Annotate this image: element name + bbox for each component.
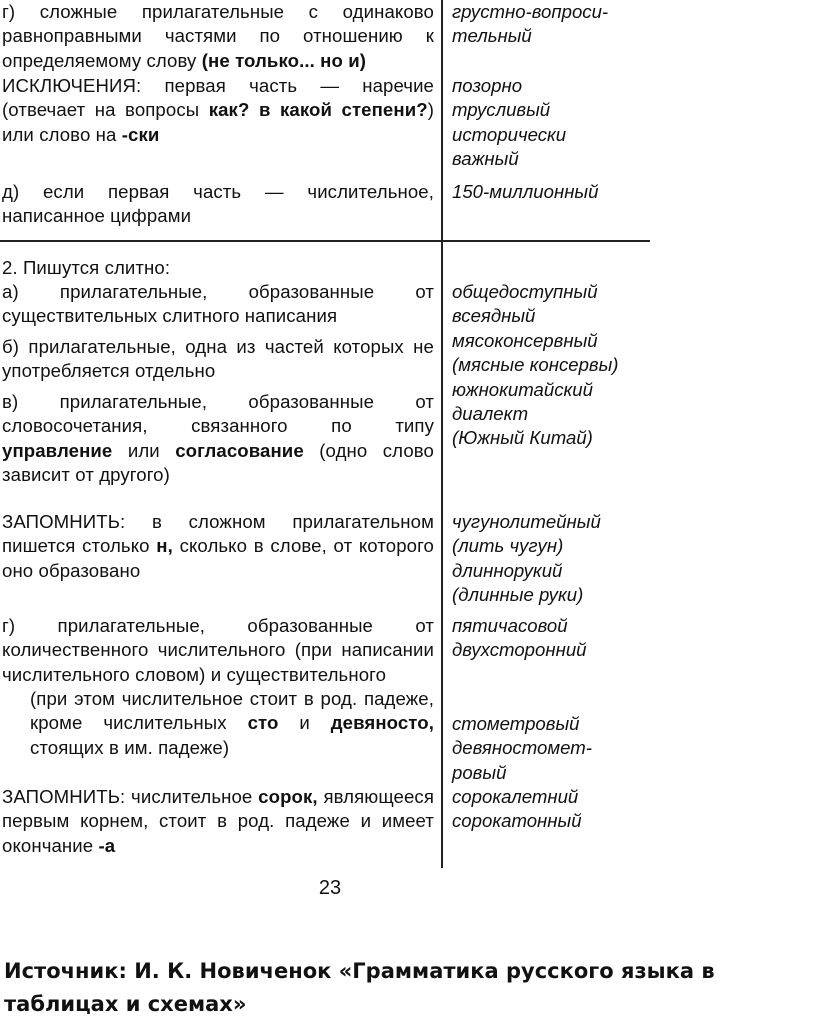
page-number: 23 <box>318 877 342 899</box>
rule-g-equal-parts: г) сложные прилагательные с одинаково равноправными частями по отношению к определяемому слову (не только... но и) <box>2 1 434 71</box>
rule-g-genitive-note: (при этом числительное стоит в род. падеже, кроме числительных сто и девяносто, стоящих в им. падеже) <box>30 688 434 758</box>
examples-d-numerals: 150-миллионный <box>452 181 599 202</box>
examples-g-equal-parts: грустно-вопроси- тельный <box>452 1 609 47</box>
examples-g-sto-devyanosto: стометровый девяностомет- ровый <box>452 713 592 783</box>
remember-sorok: ЗАПОМНИТЬ: числительное сорок, являющееся первым корнем, стоит в род. падеже и имеет окончание -а <box>2 786 434 856</box>
rule-d-numerals-digits: д) если первая часть — числительное, написанное цифрами <box>2 181 434 227</box>
examples-abv: общедоступный всеядный мясоконсервный (мясные консервы) южнокитайский диалект (Южный Китай) <box>452 281 619 449</box>
rule-exceptions: ИСКЛЮЧЕНИЯ: первая часть — наречие (отвечает на вопросы как? в какой степени?) или слово на -ски <box>2 75 434 145</box>
rule-b-non-standalone-parts: б) прилагательные, одна из частей которых не употребляется отдельно <box>2 336 434 382</box>
rule-g-cardinal-numerals: г) прилагательные, образованные от количественного числительного (при написании числительного словом) и существительного <box>2 615 434 685</box>
row-divider <box>0 240 650 242</box>
examples-exceptions: позорно трусливый исторически важный <box>452 75 567 170</box>
column-divider <box>441 0 443 868</box>
rule-v-word-combinations: в) прилагательные, образованные от словосочетания, связанного по типу управление или согласование (одно слово зависит от другого) <box>2 391 434 486</box>
source-citation: Источник: И. К. Новиченок «Грамматика русского языка в таблицах и схемах» <box>4 959 715 1016</box>
remember-n-count: ЗАПОМНИТЬ: в сложном прилагательном пишется столько н, сколько в слове, от которого оно образовано <box>2 511 434 581</box>
examples-g-cardinal: пятичасовой двухсторонний <box>452 615 587 661</box>
examples-remember-n: чугунолитейный (лить чугун) длиннорукий (длинные руки) <box>452 511 601 606</box>
rule-a-from-nouns: а) прилагательные, образованные от существительных слитного написания <box>2 281 434 327</box>
examples-sorok: сорокалетний сорокатонный <box>452 786 582 832</box>
section-2-heading: 2. Пишутся слитно: <box>2 257 171 278</box>
